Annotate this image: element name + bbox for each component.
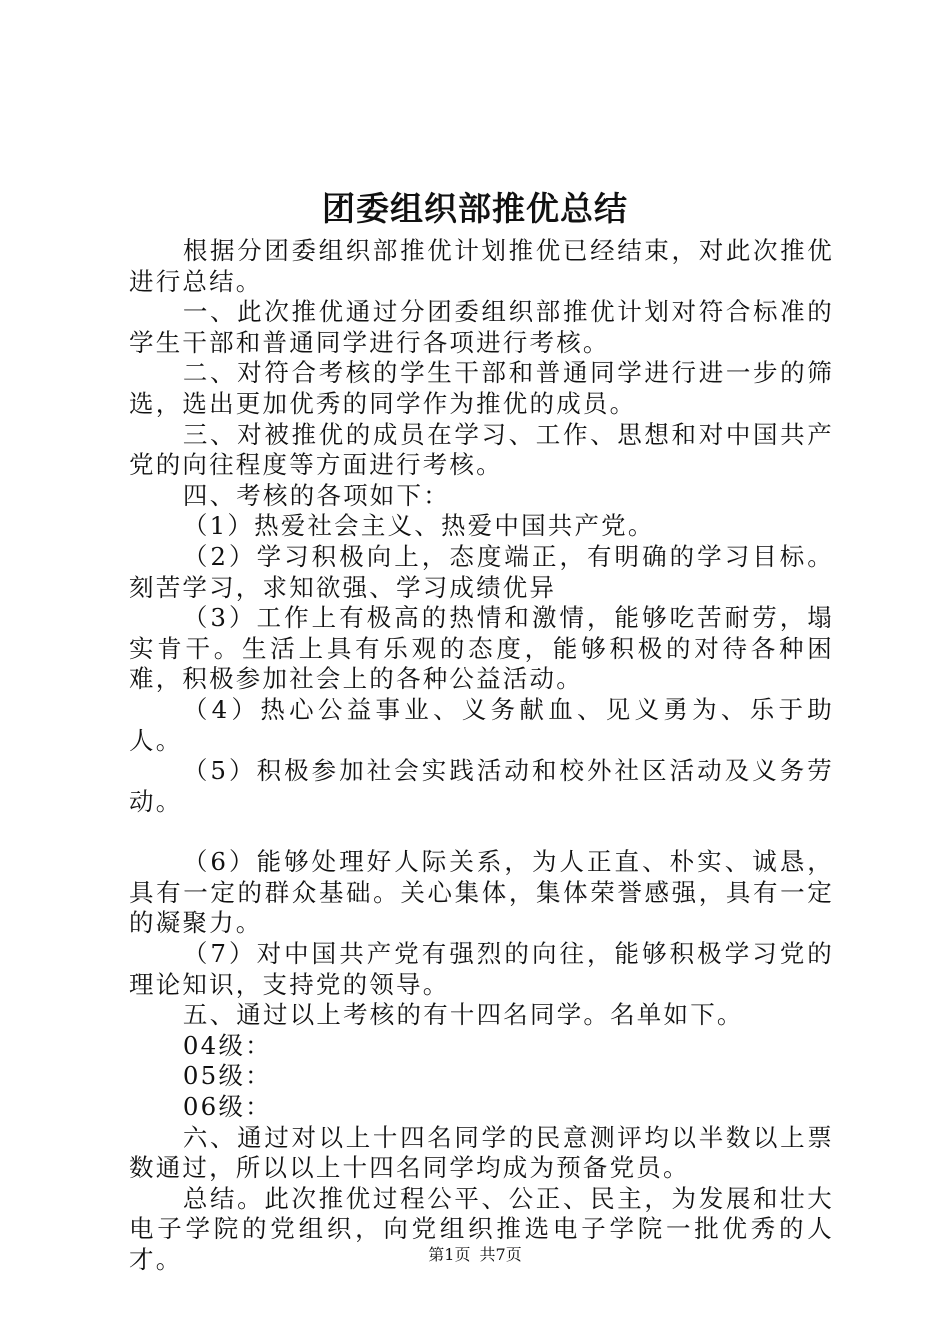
page-footer	[0, 1245, 950, 1265]
grade-04-label: 04级：	[182, 1030, 272, 1060]
criteria-item-6: （6）能够处理好人际关系，为人正直、朴实、诚恳，具有一定的群众基础。关心集体，集体荣誉感强，具有一定的凝聚力。	[129, 847, 834, 938]
grade-06-label: 06级：	[182, 1092, 272, 1122]
page-number: 第1页	[428, 1245, 471, 1264]
paragraph-section-6: 六、通过对以上十四名同学的民意测评均以半数以上票数通过，所以以上十四名同学均成为预备党员。	[129, 1122, 834, 1183]
document-body	[129, 236, 834, 1276]
paragraph-intro: 根据分团委组织部推优计划推优已经结束，对此次推优进行总结。	[129, 236, 834, 296]
paragraph-summary: 总结。此次推优过程公平、公正、民主，为发展和壮大电子学院的党组织，向党组织推选电子学院一批优秀的人才。	[129, 1183, 834, 1274]
criteria-item-7: （7）对中国共产党有强烈的向往，能够积极学习党的理论知识，支持党的领导。	[129, 939, 834, 999]
paragraph-section-1: 一、此次推优通过分团委组织部推优计划对符合标准的学生干部和普通同学进行各项进行考核。	[129, 297, 834, 357]
paragraph-section-3: 三、对被推优的成员在学习、工作、思想和对中国共产党的向往程度等方面进行考核。	[129, 419, 834, 480]
paragraph-section-5: 五、通过以上考核的有十四名同学。名单如下。	[182, 1000, 744, 1030]
document-title: 团委组织部推优总结	[322, 189, 628, 228]
paragraph-section-4: 四、考核的各项如下：	[182, 480, 450, 510]
paragraph-section-2: 二、对符合考核的学生干部和普通同学进行进一步的筛选，选出更加优秀的同学作为推优的成员。	[129, 358, 834, 418]
criteria-item-5: （5）积极参加社会实践活动和校外社区活动及义务劳动。	[129, 756, 834, 816]
page-total: 共7页	[479, 1245, 522, 1264]
criteria-item-3: （3）工作上有极高的热情和激情，能够吃苦耐劳，塌实肯干。生活上具有乐观的态度，能够积极的对待各种困难，积极参加社会上的各种公益活动。	[129, 603, 834, 694]
grade-05-label: 05级：	[182, 1061, 272, 1091]
criteria-item-2: （2）学习积极向上，态度端正，有明确的学习目标。刻苦学习，求知欲强、学习成绩优异	[129, 541, 834, 602]
criteria-item-1: （1）热爱社会主义、热爱中国共产党。	[182, 511, 655, 541]
criteria-item-4: （4）热心公益事业、义务献血、见义勇为、乐于助人。	[129, 694, 834, 755]
